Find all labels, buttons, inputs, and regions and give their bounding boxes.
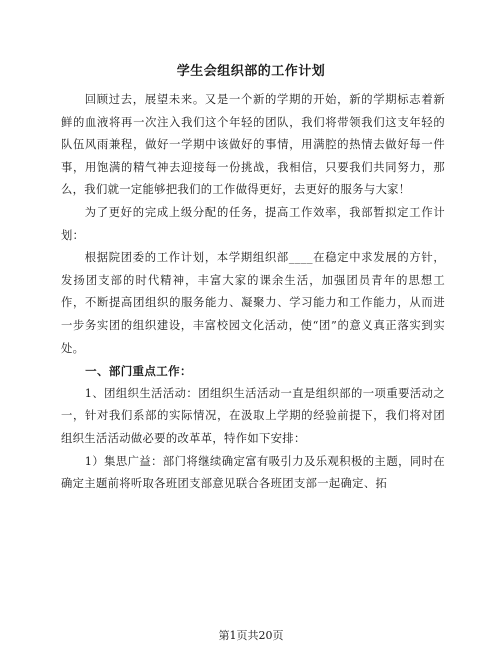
paragraph-brainstorm: 1）集思广益：部门将继续确定富有吸引力及乐观积极的主题，同时在确定主题前将听取各班团支部意见联合各班团支部一起确定、拓 (61, 454, 445, 491)
document-title: 学生会组织部的工作计划 (176, 64, 326, 79)
paragraph-activity: 1、团组织生活活动：团组织生活活动一直是组织部的一项重要活动之一，针对我们系部的实际情况，在汲取上学期的经验前提下，我们将对团组织生活活动做必要的改革革，特作如下安排： (61, 386, 445, 445)
paragraph-policy: 根据院团委的工作计划，本学期组织部____在稳定中求发展的方针，发扬团支部的时代精神，丰富大家的课余生活，加强团员青年的思想工作，不断提高团组织的服务能力、凝聚力、学习能力和工作能力，从而进一步务实团的组织建设，丰富校园文化活动，使“团”的意义真正落实到实处。 (61, 251, 445, 355)
section-heading: 一、部门重点工作： (85, 364, 192, 379)
document-body (61, 89, 445, 496)
paragraph-purpose: 为了更好的完成上级分配的任务，提高工作效率，我部暂拟定工作计划： (61, 205, 445, 242)
paragraph-intro: 回顾过去，展望未来。又是一个新的学期的开始，新的学期标志着新鲜的血液将再一次注入我们这个年轻的团队，我们将带领我们这支年轻的队伍风雨兼程，做好一学期中该做好的事情，用满腔的热情去做好每一件事，用饱满的精气神去迎接每一份挑战，我相信，只要我们共同努力，那么，我们就一定能够把我们的工作做得更好，去更好的服务与大家！ (61, 93, 445, 197)
page-number: 第1页共20页 (218, 629, 284, 642)
